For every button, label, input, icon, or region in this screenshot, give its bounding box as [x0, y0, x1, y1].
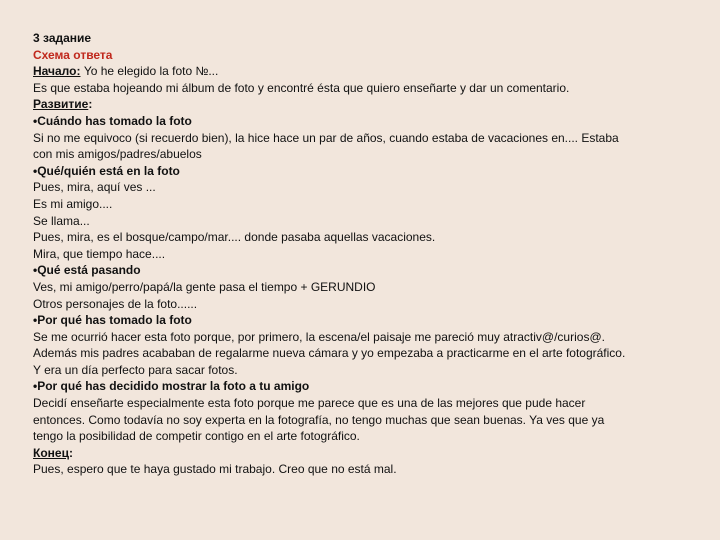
- intro-label: Начало:: [33, 64, 81, 79]
- development-colon: :: [88, 97, 93, 112]
- task-title: 3 задание: [33, 31, 92, 45]
- point-who-text-5: Mira, que tiempo hace....: [33, 246, 166, 261]
- point-who-text-1: Pues, mira, aquí ves ...: [33, 180, 156, 195]
- point-why-taken-text-2: Además mis padres acababan de regalarme nueva cámara y yo empezaba a practicarme en el arte fotográfico.: [33, 346, 626, 361]
- point-why-taken-text-3: Y era un día perfecto para sacar fotos.: [33, 362, 238, 377]
- development-heading: [33, 96, 693, 113]
- intro-text: Es que estaba hojeando mi álbum de foto y encontré ésta que quiero enseñarte y dar un comentario.: [33, 80, 570, 95]
- point-when-text-1: Si no me equivoco (si recuerdo bien), la hice hace un par de años, cuando estaba de vacaciones en.... Estaba: [33, 130, 619, 145]
- point-why-taken-text-1: Se me ocurrió hacer esta foto porque, por primero, la escena/el paisaje me pareció muy atractiv@/curios@.: [33, 329, 605, 344]
- point-why-taken-title: •Por qué has tomado la foto: [33, 313, 192, 328]
- development-label: Развитие: [33, 97, 89, 112]
- ending-label: Конец: [33, 445, 69, 460]
- point-who-text-3: Se llama...: [33, 213, 90, 228]
- ending-colon: :: [68, 445, 73, 460]
- point-happening-text-2: Otros personajes de la foto......: [33, 296, 198, 311]
- document-body: [33, 30, 693, 478]
- point-when-title: •Cuándo has tomado la foto: [33, 113, 192, 128]
- intro-line: [33, 63, 693, 80]
- intro-lead: Yo he elegido la foto №...: [80, 64, 219, 79]
- point-when-text-2: con mis amigos/padres/abuelos: [33, 147, 202, 162]
- point-who-text-2: Es mi amigo....: [33, 196, 113, 211]
- point-who-text-4: Pues, mira, es el bosque/campo/mar.... donde pasaba aquellas vacaciones.: [33, 230, 436, 245]
- point-happening-title: •Qué está pasando: [33, 263, 141, 278]
- point-why-show-text-1: Decidí enseñarte especialmente esta foto porque me parece que es una de las mejores que pude hacer: [33, 396, 586, 411]
- point-why-show-text-2: entonces. Como todavía no soy experta en la fotografía, no tengo muchas que sean buenas. Ya ves que ya: [33, 412, 605, 427]
- ending-heading: [33, 445, 693, 462]
- point-happening-text-1: Ves, mi amigo/perro/papá/la gente pasa el tiempo + GERUNDIO: [33, 279, 376, 294]
- ending-text: Pues, espero que te haya gustado mi trabajo. Creo que no está mal.: [33, 462, 397, 477]
- point-why-show-title: •Por qué has decidido mostrar la foto a tu amigo: [33, 379, 310, 394]
- point-who-title: •Qué/quién está en la foto: [33, 163, 180, 178]
- answer-scheme-heading: Схема ответа: [33, 47, 113, 62]
- point-why-show-text-3: tengo la posibilidad de competir contigo en el arte fotográfico.: [33, 429, 360, 444]
